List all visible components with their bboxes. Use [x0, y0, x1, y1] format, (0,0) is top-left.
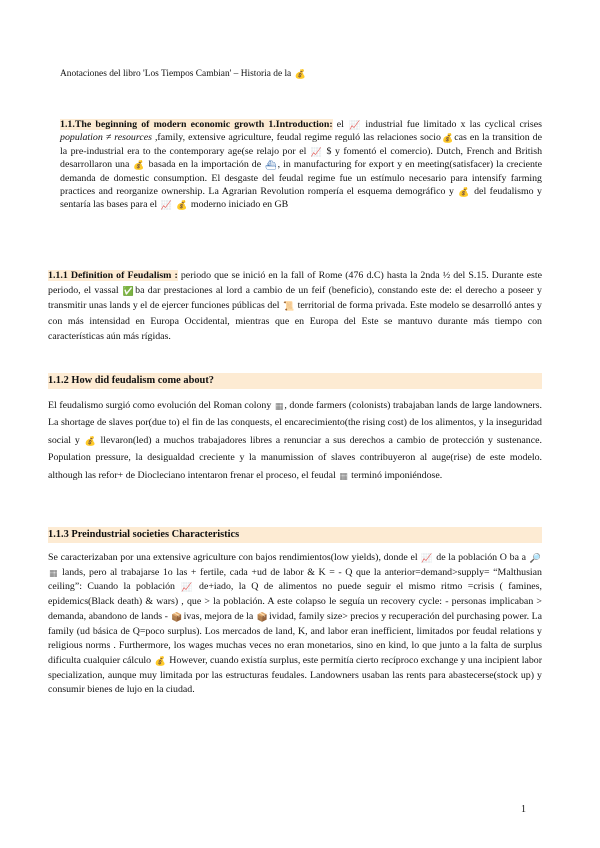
- section-1-1-1: 1.1.1 Definition of Feudalism : periodo que se inició en la fall of Rome (476 d.C) hasta la 2nda ½ del S.15. Durante este periodo, el vassal ✅ba dar prestaciones al lord a cambio de un feif (beneficio), constando este de: el derecho a poseer y transmitir unas lands y el de ejercer funciones públicas del 📜 territorial de forma privada. Este modelo se desarrolló antes y con más intensidad en Europa Occidental, mientras que en Europa del Este se mantuvo durante más tiempo con características aún más rígidas.: [48, 270, 543, 342]
- chart-up-icon: 📈: [160, 200, 172, 211]
- package-icon: 📦: [256, 611, 268, 622]
- section-1-1-2: El feudalismo surgió como evolución del Roman colony ▦, donde farmers (colonists) trabajaban lands de large landowners. La shortage de slaves por(due to) el fin de las conquests, el encarecimiento(the rising cost) de los alimentos, y la inseguridad social y 💰 llevaron(led) a muchos trabajadores libres a renunciar a sus derechos a cambio de protección y sustenance. Population pressure, la desigualdad creciente y la manumission of slaves contribuyeron al auge(rise) de este modelo. although las refor+ de Diocleciano intentaron frenar el proceso, el feudal ▦ terminó imponiéndose.: [48, 400, 542, 481]
- chart-up-icon: 📈: [181, 582, 193, 593]
- magnifier-icon: 🔎: [529, 553, 541, 563]
- money-bag-icon: 💰: [133, 160, 145, 171]
- page-header: [60, 67, 540, 81]
- chart-up-icon: 📈: [349, 120, 361, 130]
- checkmark-icon: ✅: [122, 286, 135, 297]
- section-1-1-3-title: 1.1.3 Preindustrial societies Characteristics: [48, 527, 542, 543]
- grid-icon: ▦: [49, 567, 58, 578]
- section-1-1-3: Se caracterizaban por una extensive agriculture con bajos rendimientos(low yields), donde el 📈 de la población O ba a 🔎 ▦ lands, pero al trabajarse 1o las + fertile, cada +ud de labor & K = - Q que la anterior=demand>supply= “Malthusian ceiling”: Cuando la población 📈 de+iado, la Q de alimentos no puede seguir el mismo ritmo =crisis ( famines, epidemics(Black death) & wars) , que > la población. A este colapso le seguía un recovery cycle: - personas implicaban > demanda, abandono de lands - 📦ivas, mejora de la 📦ividad, family size> precios y recuperación del purchasing power. La family (ud básica de Q=poco surplus). Los mercados de land, K, and labor eran inefficient, limitados por feudal relations y religious norms . Furthermore, los wages muchas veces no eran monetarios, sino en kind, lo que junto a la falta de surplus dificulta cualquier cálculo 💰 However, cuando existía surplus, este permitía cierto recíproco exchange y una incipient labor specialization, aunque muy limitada por las estructuras feudales. Landowners usaban las rents para abastecerse(stock up) y consumir bienes de lujo en la ciudad.: [48, 552, 542, 696]
- section-1-1-1-title: 1.1.1 Definition of Feudalism :: [48, 270, 178, 281]
- scroll-icon: 📜: [282, 301, 295, 312]
- grid-icon: ▦: [339, 470, 348, 481]
- intro-title: 1.1.The beginning of modern economic growth 1.Introduction:: [60, 119, 333, 130]
- header-text: Anotaciones del libro 'Los Tiempos Cambian' – Historia de la: [60, 69, 292, 79]
- money-bag-icon: 💰: [441, 133, 454, 144]
- money-bag-icon: 💰: [458, 187, 470, 198]
- package-icon: 📦: [171, 611, 183, 622]
- money-bag-icon: 💰: [176, 200, 188, 211]
- section-1-1-2-title: 1.1.2 How did feudalism come about?: [48, 373, 542, 389]
- ship-icon: ⛴: [265, 160, 277, 171]
- intro-paragraph: 1.1.The beginning of modern economic growth 1.Introduction: el 📈 industrial fue limitado x las cyclical crises population ≠ resources ,family, extensive agriculture, feudal regime reguló las relaciones socio💰cas en la transition de la pre-industrial era to the contemporary age(se relajo por el 📈 $ y fomentó el comercio). Dutch, French and British desarrollaron una 💰 basada en la importación de ⛴, in manufacturing for export y en meeting(satisfacer) la creciente demanda de domestic consumption. El desgaste del feudal regime fue un estímulo necesario para intensify farming practices and reorganize ownership. La Agrarian Revolution rompería el esquema demográfico y 💰 del feudalismo y sentaría las bases para el 📈 💰 moderno iniciado en GB: [60, 119, 543, 211]
- chart-up-icon: 📈: [421, 553, 433, 563]
- grid-icon: ▦: [274, 401, 284, 411]
- money-bag-icon: 💰: [154, 655, 166, 666]
- money-bag-icon: 💰: [84, 435, 96, 446]
- page-number: 1: [521, 804, 526, 815]
- chart-up-icon: 📈: [310, 146, 323, 157]
- money-bag-icon: 💰: [294, 69, 306, 79]
